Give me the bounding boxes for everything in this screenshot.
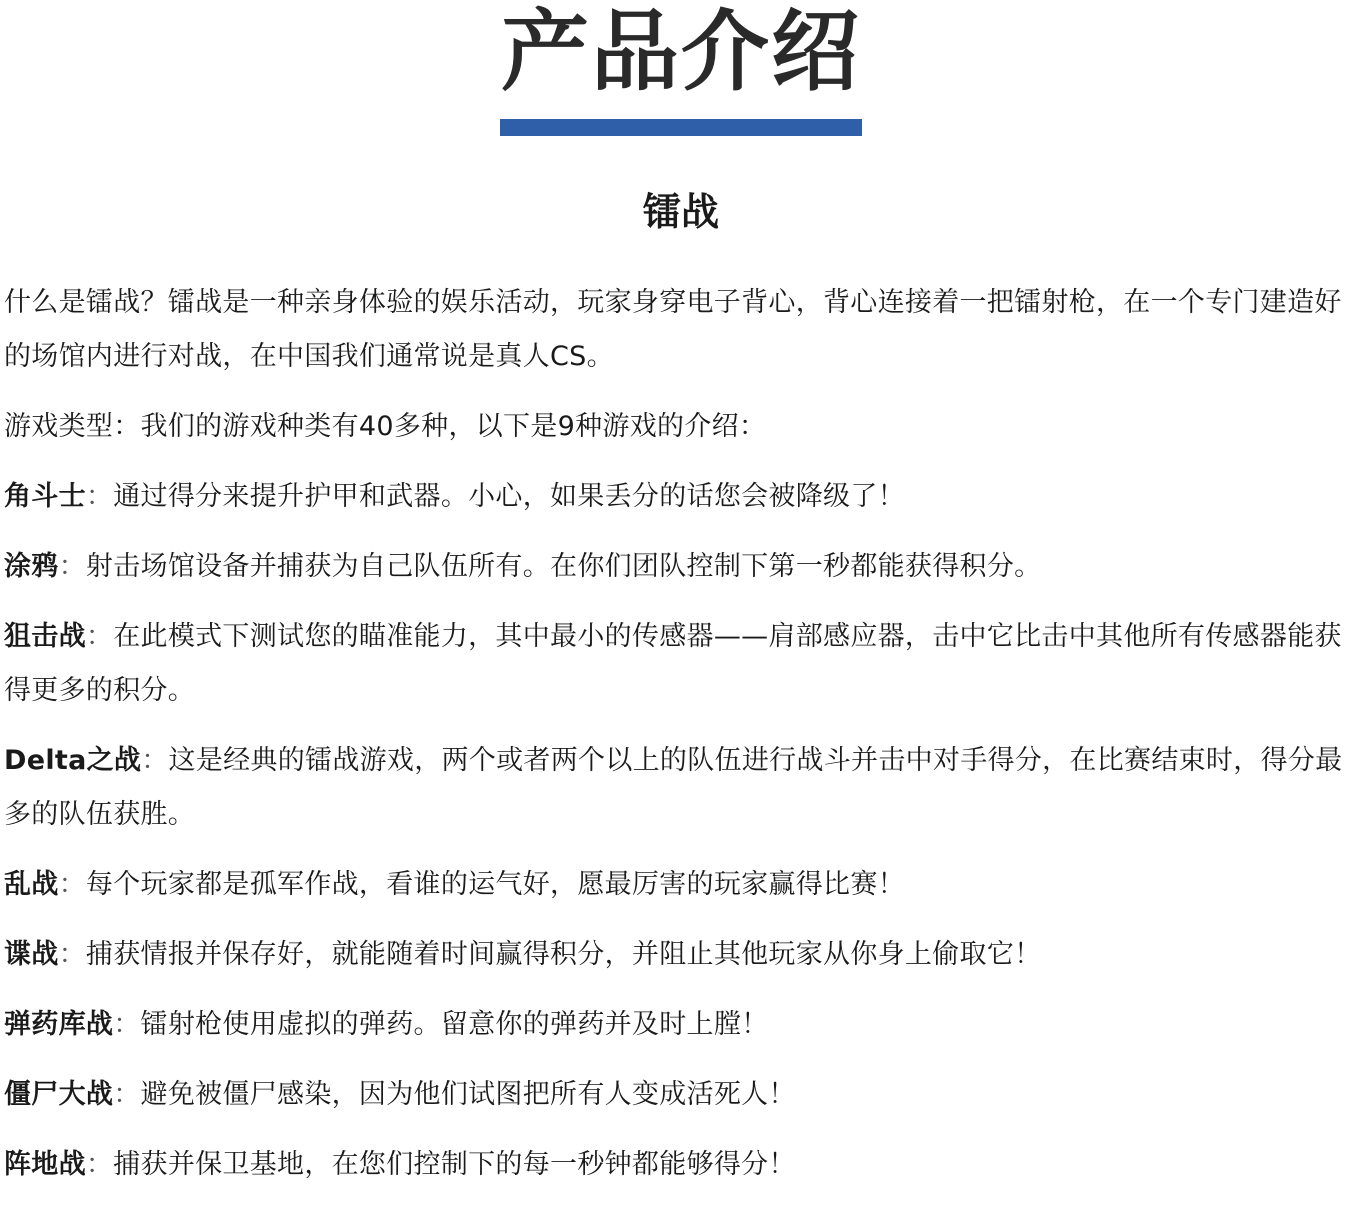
game-separator: ： xyxy=(58,869,86,900)
game-name: 乱战 xyxy=(4,869,59,900)
game-item xyxy=(4,858,1360,912)
article-body xyxy=(4,276,1360,1208)
game-description: 射击场馆设备并捕获为自己队伍所有。在你们团队控制下第一秒都能获得积分。 xyxy=(85,551,1042,582)
game-item xyxy=(4,610,1360,718)
game-name: 狙击战 xyxy=(4,621,86,652)
game-name: 涂鸦 xyxy=(4,551,59,582)
game-description: 通过得分来提升护甲和武器。小心，如果丢分的话您会被降级了！ xyxy=(113,481,905,512)
game-separator: ： xyxy=(85,621,114,652)
game-description: 捕获并保卫基地，在您们控制下的每一秒钟都能够得分！ xyxy=(113,1149,796,1180)
game-separator: ： xyxy=(141,745,169,776)
game-description: 避免被僵尸感染，因为他们试图把所有人变成活死人！ xyxy=(140,1079,796,1110)
title-underline-bar xyxy=(500,119,862,136)
game-item xyxy=(4,540,1360,594)
game-name: 阵地战 xyxy=(4,1149,86,1180)
page-header xyxy=(0,0,1362,140)
intro-paragraph: 什么是镭战？镭战是一种亲身体验的娱乐活动，玩家身穿电子背心，背心连接着一把镭射枪，在一个专门建造好的场馆内进行对战，在中国我们通常说是真人CS。 xyxy=(4,287,1342,372)
game-item xyxy=(4,998,1360,1052)
game-item xyxy=(4,1068,1360,1122)
game-separator: ： xyxy=(85,1149,114,1180)
game-name: 谍战 xyxy=(4,939,59,970)
game-separator: ： xyxy=(113,1009,141,1040)
game-separator: ： xyxy=(58,939,86,970)
page-title: 产品介绍 xyxy=(500,0,861,103)
game-separator: ： xyxy=(85,481,114,512)
game-item xyxy=(4,928,1360,982)
game-description: 捕获情报并保存好，就能随着时间赢得积分，并阻止其他玩家从你身上偷取它！ xyxy=(85,939,1042,970)
game-item xyxy=(4,734,1360,842)
game-description: 这是经典的镭战游戏，两个或者两个以上的队伍进行战斗并击中对手得分，在比赛结束时，得分最多的队伍获胜。 xyxy=(4,745,1343,830)
game-name: 弹药库战 xyxy=(4,1009,114,1040)
game-separator: ： xyxy=(58,551,86,582)
game-item xyxy=(4,470,1360,524)
game-name: Delta之战 xyxy=(4,745,142,776)
game-description: 每个玩家都是孤军作战，看谁的运气好，愿最厉害的玩家赢得比赛！ xyxy=(85,869,905,900)
game-description: 在此模式下测试您的瞄准能力，其中最小的传感器——肩部感应器，击中它比击中其他所有传感器能获得更多的积分。 xyxy=(4,621,1342,706)
game-separator: ： xyxy=(113,1079,141,1110)
game-item xyxy=(4,1138,1360,1192)
game-types-paragraph: 游戏类型：我们的游戏种类有40多种，以下是9种游戏的介绍： xyxy=(4,411,767,442)
section-title: 镭战 xyxy=(642,190,719,234)
game-name: 僵尸大战 xyxy=(4,1079,114,1110)
game-name: 角斗士 xyxy=(4,481,86,512)
game-description: 镭射枪使用虚拟的弹药。留意你的弹药并及时上膛！ xyxy=(140,1009,769,1040)
